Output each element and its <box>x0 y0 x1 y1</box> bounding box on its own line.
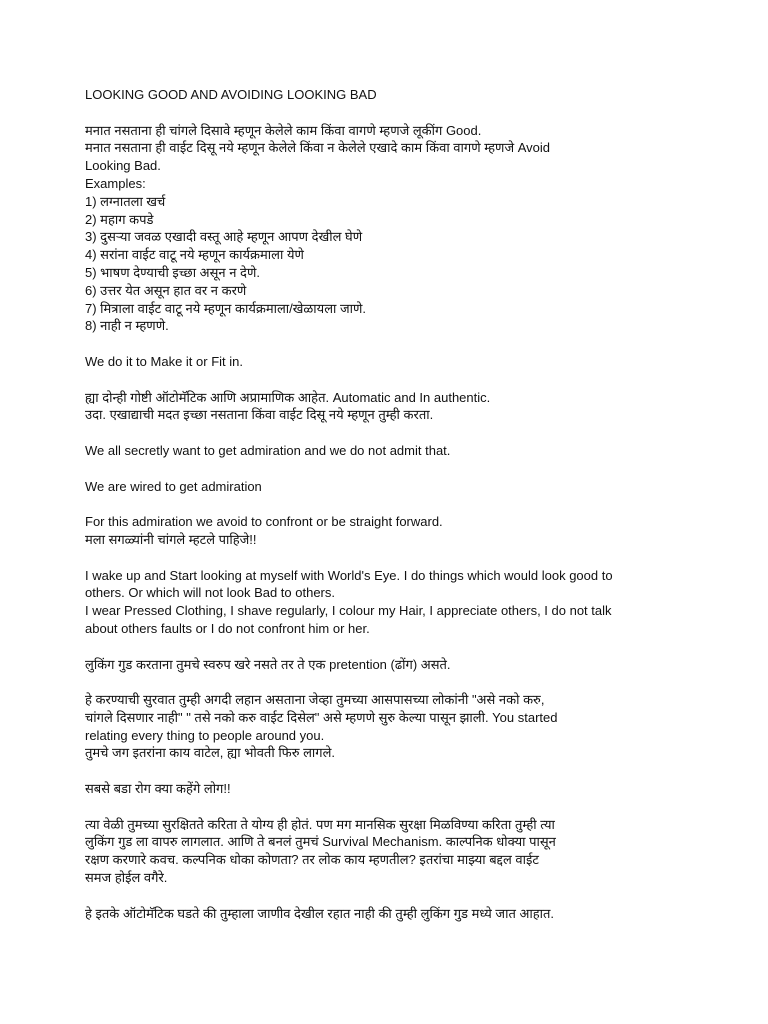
paragraph-line: लुकिंग गुड करताना तुमचे स्वरुप खरे नसते तर ते एक pretention (ढोंग) असते. <box>85 656 451 672</box>
paragraph-line: सबसे बडा रोग क्या कहेंगे लोग!! <box>85 781 231 797</box>
intro-line: Looking Bad. <box>85 158 161 174</box>
paragraph-line: We do it to Make it or Fit in. <box>85 353 243 369</box>
paragraph-line: त्या वेळी तुमच्या सुरक्षिततेे करिता ते योग्य ही होतं. पण मग मानसिक सुरक्षा मिळविण्या करिता तुम्ही त्या <box>85 816 555 832</box>
paragraph-pretention <box>85 656 705 674</box>
paragraph-line: समज होईल वगैरे. <box>85 870 168 886</box>
paragraph-line: ह्या दोन्ही गोष्टी ऑटोमॅटिक आणि अप्रामाणिक आहेत. Automatic and In authentic. <box>85 389 491 405</box>
paragraph-line: others. Or which will not look Bad to others. <box>85 585 336 601</box>
intro-paragraph <box>85 122 705 336</box>
paragraph-line: उदा. एखाद्याची मदत इच्छा नसताना किंवा वाईट दिसू नये म्हणून तुम्ही करता. <box>85 407 434 423</box>
paragraph-line: relating every thing to people around you. <box>85 727 325 743</box>
paragraph-line: I wear Pressed Clothing, I shave regularly, I colour my Hair, I appreciate others, I do not talk <box>85 603 612 619</box>
intro-line: मनात नसताना ही चांगले दिसावे म्हणून केलेले काम किंवा वागणे म्हणजे लूकींग Good. <box>85 122 482 138</box>
paragraph-childhood <box>85 691 705 762</box>
examples-label: Examples: <box>85 175 146 191</box>
document-title <box>85 86 705 104</box>
paragraph-line: हे इतके ऑटोमॅटिक घडते की तुम्हाला जाणीव देखील रहात नाही की तुम्ही लुकिंग गुड मध्ये जात आहात. <box>85 905 555 921</box>
paragraph-survival-mechanism <box>85 816 705 887</box>
title-text: LOOKING GOOD AND AVOIDING LOOKING BAD <box>85 87 377 102</box>
example-item: 3) दुसऱ्या जवळ एखादी वस्तू आहे म्हणून आपण देखील घेणे <box>85 229 363 245</box>
paragraph-confront <box>85 513 705 549</box>
paragraph-automatic-awareness <box>85 905 705 923</box>
intro-line: मनात नसताना ही वाईट दिसू नये म्हणून केलेले किंवा न केलेले एखादे काम किंवा वागणे म्हणजे Avoid <box>85 140 550 156</box>
example-item: 2) महाग कपडे <box>85 211 154 227</box>
paragraph-line: We all secretly want to get admiration and we do not admit that. <box>85 442 451 458</box>
paragraph-line: चांगले दिसणार नाही" " तसे नको करु वाईट दिसेल" असे म्हणणे सुरु केल्या पासून झाली. You started <box>85 709 558 725</box>
paragraph-make-it <box>85 353 705 371</box>
document-page <box>85 86 705 940</box>
paragraph-line: For this admiration we avoid to confront or be straight forward. <box>85 514 443 530</box>
example-item: 5) भाषण देण्याची इच्छा असून न देणे. <box>85 264 260 280</box>
paragraph-line: तुमचे जग इतरांना काय वाटेल, ह्या भोवती फिरु लागले. <box>85 745 336 761</box>
example-item: 4) सरांना वाईट वाटू नये म्हणून कार्यक्रमाला येणे <box>85 247 304 263</box>
paragraph-line: हे करण्याची सुरवात तुम्ही अगदी लहान असताना जेव्हा तुमच्या आसपासच्या लोकांनी "असे नको करु, <box>85 692 545 708</box>
example-item: 7) मित्राला वाईट वाटू नये म्हणून कार्यक्रमाला/खेळायला जाणे. <box>85 300 367 316</box>
paragraph-log-kya-kahenge <box>85 780 705 798</box>
paragraph-line: रक्षण करणारे कवच. कल्पनिक धोका कोणता? तर लोक काय म्हणतील? इतरांचा माझ्या बद्दल वाईट <box>85 852 539 868</box>
paragraph-worlds-eye <box>85 567 705 638</box>
paragraph-line: लुकिंग गुड ला वापरु लागलात. आणि ते बनलं तुमचं Survival Mechanism. काल्पनिक धोक्या पासून <box>85 834 556 850</box>
paragraph-line: I wake up and Start looking at myself with World's Eye. I do things which would look good to <box>85 567 613 583</box>
paragraph-line: about others faults or I do not confront him or her. <box>85 620 370 636</box>
example-item: 6) उत्तर येत असून हात वर न करणे <box>85 282 247 298</box>
paragraph-line: We are wired to get admiration <box>85 478 262 494</box>
paragraph-wired <box>85 478 705 496</box>
paragraph-automatic <box>85 389 705 425</box>
paragraph-secret-admiration <box>85 442 705 460</box>
example-item: 1) लग्नातला खर्च <box>85 193 166 209</box>
paragraph-line: मला सगळ्यांनी चांगले म्हटले पाहिजे!! <box>85 531 257 547</box>
example-item: 8) नाही न म्हणणे. <box>85 318 169 334</box>
